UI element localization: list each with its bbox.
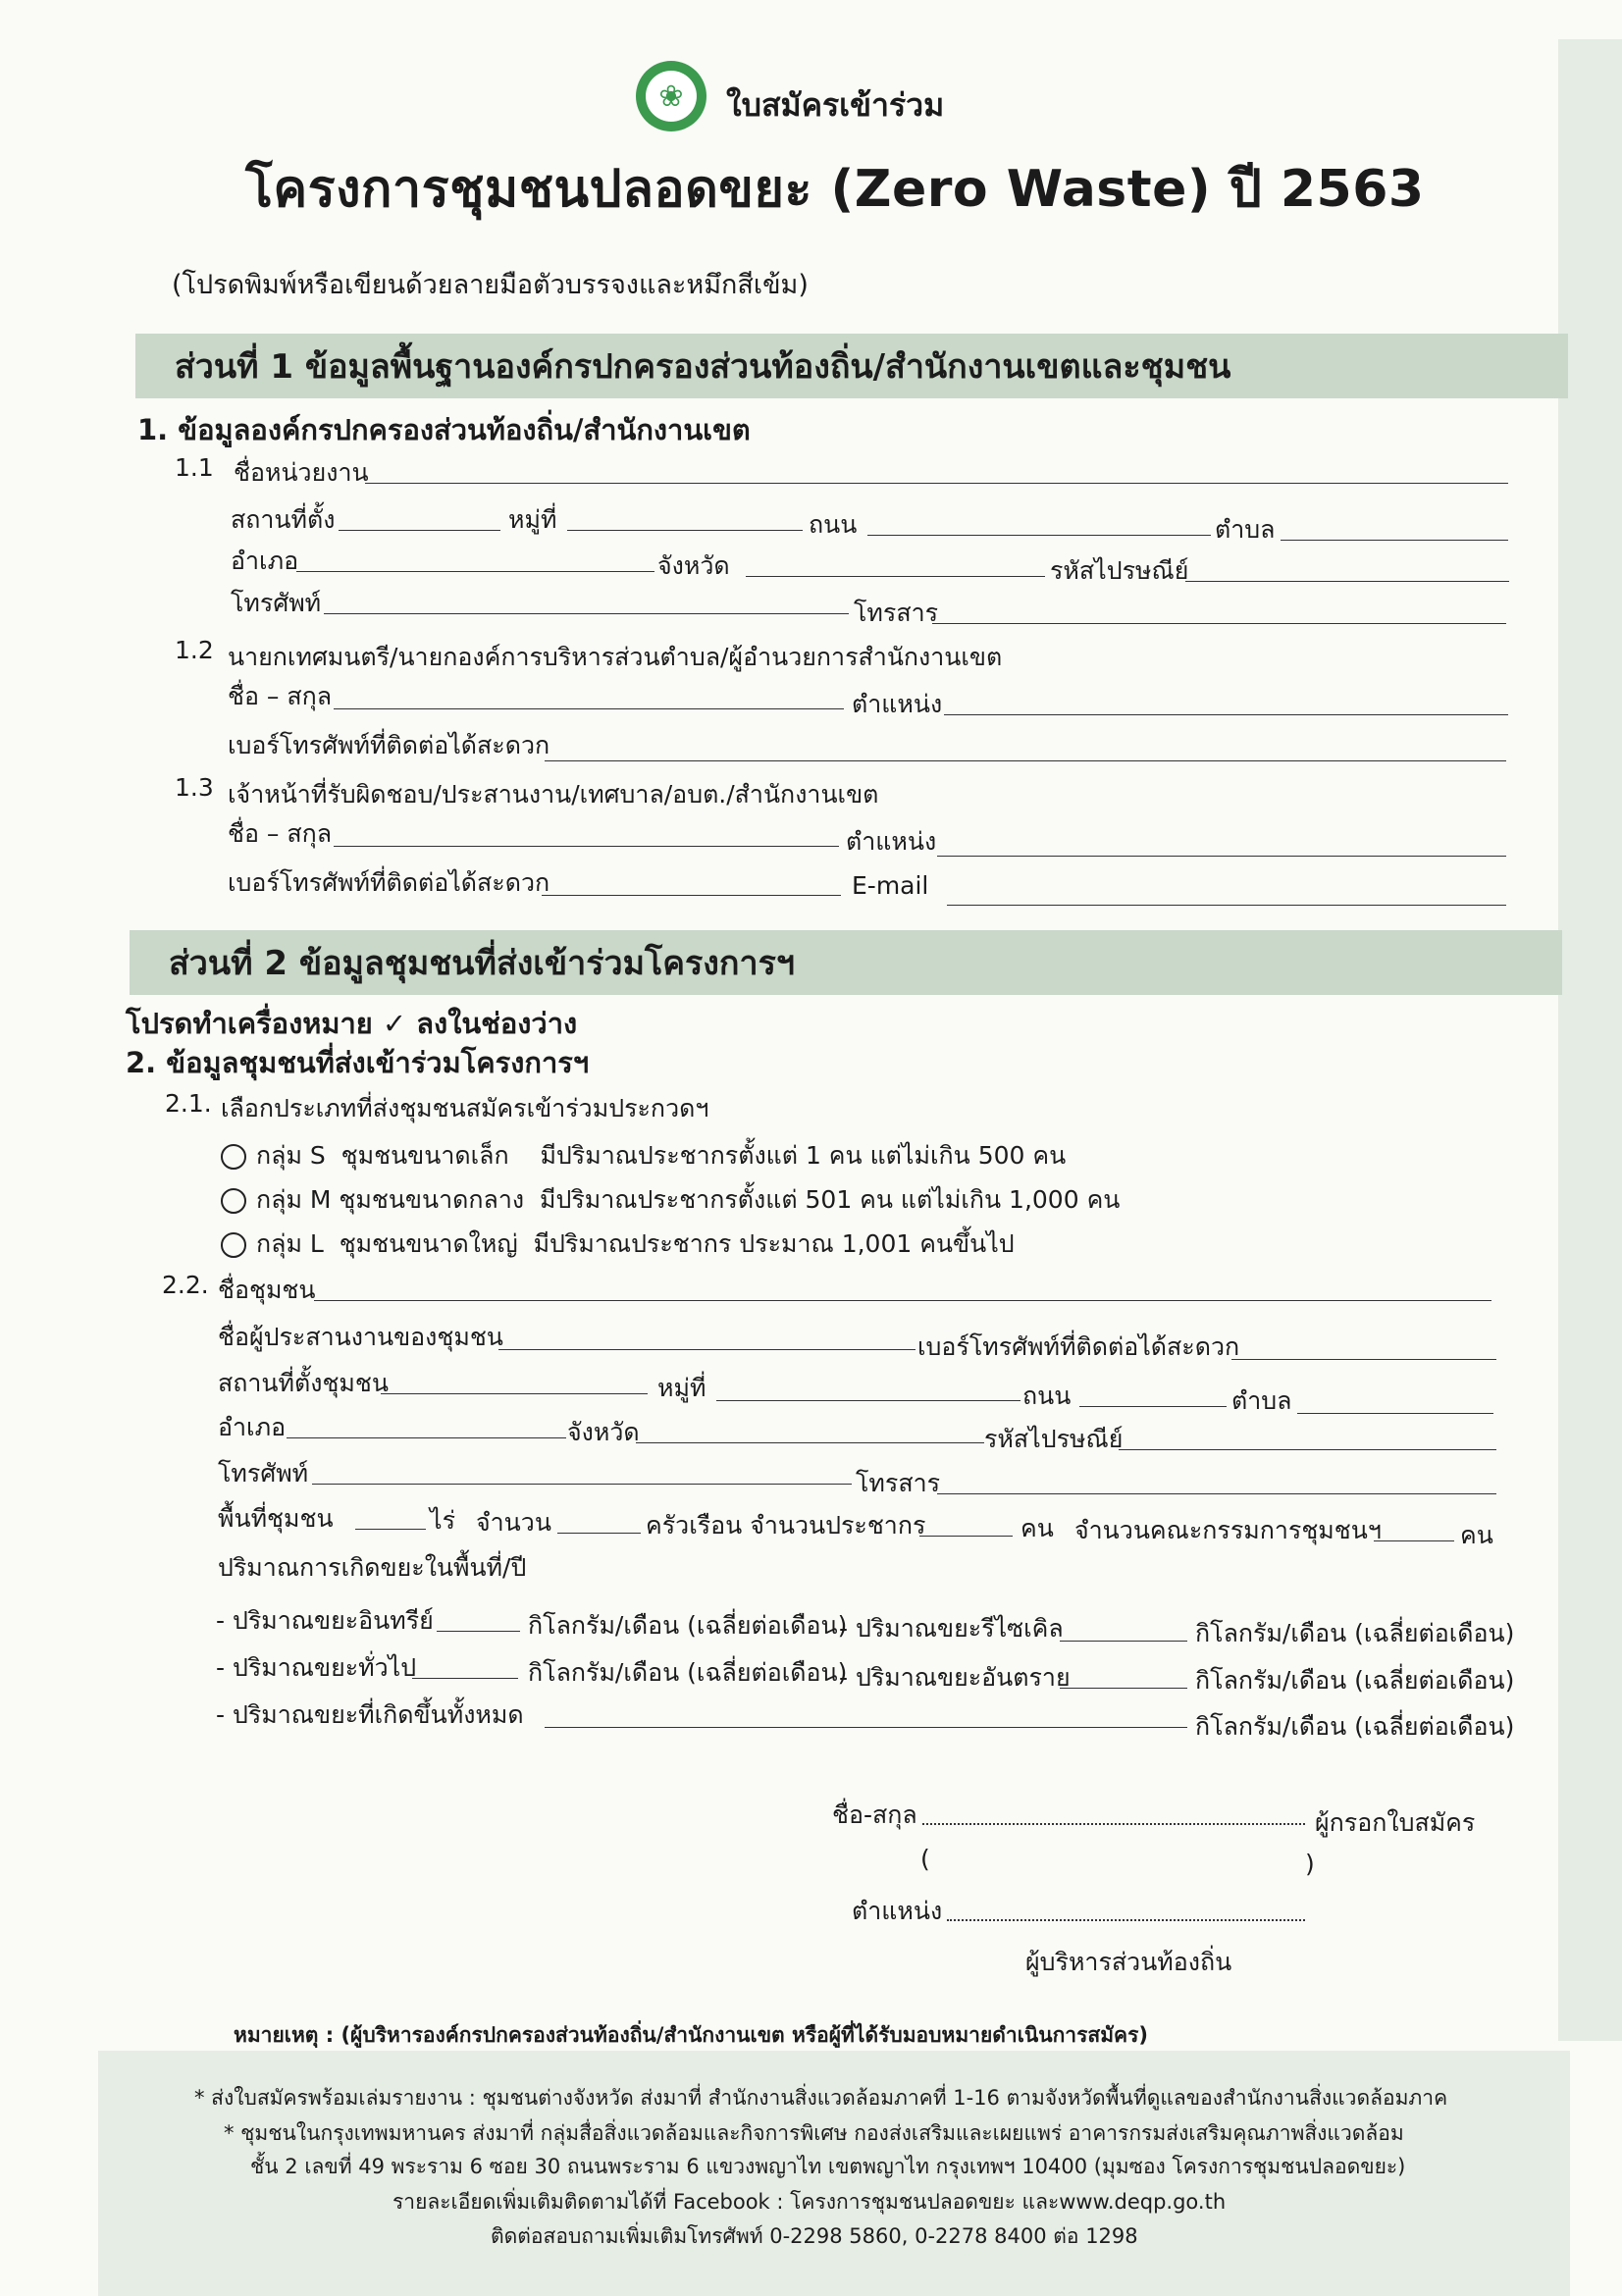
field-label: โทรสาร bbox=[856, 1469, 941, 1497]
signature-position-label: ตำแหน่ง bbox=[852, 1897, 943, 1925]
logo-icon: ❀ bbox=[636, 61, 706, 131]
field-label: พื้นที่ชุมชน bbox=[218, 1504, 334, 1533]
field-label: โทรสาร bbox=[854, 599, 939, 627]
field-label: เบอร์โทรศัพท์ที่ติดต่อได้สะดวก bbox=[917, 1332, 1240, 1361]
radio-icon[interactable] bbox=[221, 1232, 246, 1258]
field-label: อำเภอ bbox=[218, 1413, 287, 1441]
mayor-phone-field[interactable] bbox=[545, 760, 1506, 761]
field-label: คน bbox=[1020, 1514, 1054, 1542]
province-field[interactable] bbox=[746, 576, 1045, 577]
moo-field[interactable] bbox=[567, 530, 803, 531]
field-label: เบอร์โทรศัพท์ที่ติดต่อได้สะดวก bbox=[228, 868, 550, 897]
field-label: รหัสไปรษณีย์ bbox=[984, 1425, 1124, 1453]
option-desc: มีปริมาณประชากรตั้งแต่ 1 คน แต่ไม่เกิน 500 คน bbox=[540, 1141, 1067, 1170]
field-label: ตำแหน่ง bbox=[852, 690, 943, 718]
field-label: ชื่อหน่วยงาน bbox=[234, 458, 369, 487]
field-label: ไร่ bbox=[430, 1506, 456, 1535]
phone-field[interactable] bbox=[324, 613, 849, 614]
field-label: ถนน bbox=[809, 510, 858, 539]
area-field[interactable] bbox=[355, 1529, 426, 1530]
radio-icon[interactable] bbox=[221, 1188, 246, 1214]
hazardous-waste-field[interactable] bbox=[1060, 1688, 1187, 1689]
radio-icon[interactable] bbox=[221, 1144, 246, 1170]
mayor-position-field[interactable] bbox=[944, 714, 1508, 715]
field-label: จำนวนคณะกรรมการชุมชนฯ bbox=[1074, 1516, 1382, 1544]
population-field[interactable] bbox=[919, 1536, 1013, 1537]
field-label: หมู่ที่ bbox=[657, 1374, 706, 1402]
filler-label: ผู้กรอกใบสมัคร bbox=[1315, 1808, 1476, 1837]
item-number: 1.1 bbox=[175, 453, 214, 482]
group-option-l[interactable] bbox=[221, 1225, 1015, 1264]
option-desc: มีปริมาณประชากร ประมาณ 1,001 คนขึ้นไป bbox=[533, 1229, 1015, 1258]
field-label: จังหวัด bbox=[657, 551, 730, 580]
coordinator-name-field[interactable] bbox=[498, 1349, 916, 1350]
location-field[interactable] bbox=[339, 530, 500, 531]
field-label: E-mail bbox=[852, 871, 929, 900]
field-label: ชื่อ – สกุล bbox=[228, 682, 333, 710]
item-number: 2.2. bbox=[162, 1271, 209, 1299]
field-label: สถานที่ตั้ง bbox=[231, 505, 336, 534]
community-phone-field[interactable] bbox=[312, 1484, 852, 1485]
item-2-title: 2. ข้อมูลชุมชนที่ส่งเข้าร่วมโครงการฯ bbox=[126, 1046, 590, 1079]
unit-name-field[interactable] bbox=[365, 483, 1508, 484]
option-size: ชุมชนขนาดใหญ่ bbox=[339, 1229, 518, 1258]
field-label: ชื่อชุมชน bbox=[218, 1276, 316, 1304]
field-label: ถนน bbox=[1022, 1382, 1072, 1410]
general-waste-field[interactable] bbox=[412, 1678, 518, 1679]
footer-line: รายละเอียดเพิ่มเติมติดตามได้ที่ Facebook : โครงการชุมชนปลอดขยะ และwww.deqp.go.th bbox=[392, 2190, 1227, 2214]
option-size: ชุมชนขนาดเล็ก bbox=[340, 1141, 509, 1170]
field-label: - ปริมาณขยะรีไซเคิล bbox=[839, 1614, 1064, 1643]
field-label: - ปริมาณขยะที่เกิดขึ้นทั้งหมด bbox=[216, 1700, 524, 1729]
close-paren: ) bbox=[1305, 1850, 1315, 1878]
section-1-header: ส่วนที่ 1 ข้อมูลพื้นฐานองค์กรปกครองส่วนท้องถิ่น/สำนักงานเขตและชุมชน bbox=[135, 334, 1568, 398]
field-label: ตำแหน่ง bbox=[846, 827, 937, 856]
tambon-field[interactable] bbox=[1281, 540, 1508, 541]
road-field[interactable] bbox=[867, 535, 1211, 536]
total-waste-field[interactable] bbox=[545, 1727, 1187, 1728]
field-label: ชื่อ – สกุล bbox=[228, 819, 333, 848]
item-1-title: 1. ข้อมูลองค์กรปกครองส่วนท้องถิ่น/สำนักงานเขต bbox=[137, 413, 751, 446]
field-label: อำเภอ bbox=[231, 547, 299, 575]
field-label: ตำบล bbox=[1231, 1386, 1292, 1415]
field-label: ครัวเรือน จำนวนประชากร bbox=[646, 1511, 926, 1539]
footer-line: * ชุมชนในกรุงเทพมหานคร ส่งมาที่ กลุ่มสื่อสิ่งแวดล้อมและกิจการพิเศษ กองส่งเสริมและเผยแพร่ อาคารกรมส่งเสริมคุณภาพสิ่งแวดล้อม bbox=[224, 2121, 1404, 2145]
household-count-field[interactable] bbox=[557, 1533, 641, 1534]
unit-label: กิโลกรัม/เดือน (เฉลี่ยต่อเดือน) bbox=[528, 1658, 848, 1687]
field-label: - ปริมาณขยะอันตราย bbox=[839, 1663, 1071, 1692]
group-option-s[interactable] bbox=[221, 1136, 1066, 1175]
field-label: คน bbox=[1460, 1521, 1493, 1549]
field-label: ตำบล bbox=[1215, 515, 1276, 544]
unit-label: กิโลกรัม/เดือน (เฉลี่ยต่อเดือน) bbox=[528, 1611, 848, 1640]
unit-label: กิโลกรัม/เดือน (เฉลี่ยต่อเดือน) bbox=[1195, 1712, 1515, 1741]
postcode-field[interactable] bbox=[1185, 581, 1509, 582]
mark-instruction: โปรดทำเครื่องหมาย ✓ ลงในช่องว่าง bbox=[126, 1007, 578, 1040]
mayor-name-field[interactable] bbox=[334, 708, 844, 709]
field-label: โทรศัพท์ bbox=[218, 1459, 309, 1487]
community-tambon-field[interactable] bbox=[1297, 1413, 1493, 1414]
page-title: โครงการชุมชนปลอดขยะ (Zero Waste) ปี 2563 bbox=[245, 160, 1425, 219]
officer-name-field[interactable] bbox=[334, 846, 839, 847]
footer-line: ชั้น 2 เลขที่ 49 พระราม 6 ซอย 30 ถนนพระราม 6 แขวงพญาไท เขตพญาไท กรุงเทพฯ 10400 (มุมซอง โครงการชุมชนปลอดขยะ) bbox=[250, 2155, 1406, 2178]
item-number: 1.3 bbox=[175, 773, 214, 802]
mayor-title: นายกเทศมนตรี/นายกองค์การบริหารส่วนตำบล/ผู้อำนวยการสำนักงานเขต bbox=[228, 643, 1003, 671]
field-label: - ปริมาณขยะทั่วไป bbox=[216, 1653, 417, 1682]
community-fax-field[interactable] bbox=[937, 1493, 1496, 1494]
field-label: หมู่ที่ bbox=[508, 505, 557, 534]
waste-per-year-label: ปริมาณการเกิดขยะในพื้นที่/ปี bbox=[218, 1553, 527, 1582]
option-desc: มีปริมาณประชากรตั้งแต่ 501 คน แต่ไม่เกิน 1,000 คน bbox=[539, 1185, 1121, 1214]
community-location-field[interactable] bbox=[381, 1393, 648, 1394]
item-number: 2.1. bbox=[165, 1089, 212, 1118]
community-moo-field[interactable] bbox=[716, 1400, 1020, 1401]
field-label: โทรศัพท์ bbox=[231, 589, 322, 617]
field-label: จำนวน bbox=[476, 1508, 551, 1537]
item-number: 1.2 bbox=[175, 636, 214, 664]
unit-label: กิโลกรัม/เดือน (เฉลี่ยต่อเดือน) bbox=[1195, 1619, 1515, 1647]
field-label: ชื่อผู้ประสานงานของชุมชน bbox=[218, 1323, 503, 1351]
community-postcode-field[interactable] bbox=[1119, 1449, 1496, 1450]
form-subtitle: ใบสมัครเข้าร่วม bbox=[726, 86, 945, 124]
field-label: เบอร์โทรศัพท์ที่ติดต่อได้สะดวก bbox=[228, 731, 550, 759]
signature-name-label: ชื่อ-สกุล bbox=[832, 1800, 917, 1829]
officer-title: เจ้าหน้าที่รับผิดชอบ/ประสานงาน/เทศบาล/อบต./สำนักงานเขต bbox=[228, 780, 879, 809]
option-group: กลุ่ม S bbox=[256, 1141, 326, 1170]
field-label: - ปริมาณขยะอินทรีย์ bbox=[216, 1606, 434, 1635]
choose-type-label: เลือกประเภทที่ส่งชุมชนสมัครเข้าร่วมประกวดฯ bbox=[221, 1094, 709, 1122]
community-amphoe-field[interactable] bbox=[287, 1437, 566, 1438]
field-label: จังหวัด bbox=[567, 1418, 640, 1446]
signature-position-field[interactable] bbox=[947, 1919, 1305, 1921]
community-road-field[interactable] bbox=[1079, 1406, 1227, 1407]
officer-phone-field[interactable] bbox=[542, 895, 841, 896]
field-label: สถานที่ตั้งชุมชน bbox=[218, 1369, 389, 1397]
option-group: กลุ่ม L bbox=[256, 1229, 324, 1258]
officer-position-field[interactable] bbox=[937, 856, 1506, 857]
footer-line: * ส่งใบสมัครพร้อมเล่มรายงาน : ชุมชนต่างจังหวัด ส่งมาที่ สำนักงานสิ่งแวดล้อมภาคที่ 1-16 ตามจังหวัดพื้นที่ดูแลของสำนักงานสิ่งแวดล้อมภาค bbox=[194, 2086, 1448, 2110]
signature-name-field[interactable] bbox=[922, 1823, 1305, 1825]
officer-email-field[interactable] bbox=[947, 905, 1506, 906]
section-2-header: ส่วนที่ 2 ข้อมูลชุมชนที่ส่งเข้าร่วมโครงการฯ bbox=[130, 930, 1562, 995]
footer-line: ติดต่อสอบถามเพิ่มเติมโทรศัพท์ 0-2298 5860, 0-2278 8400 ต่อ 1298 bbox=[491, 2224, 1138, 2248]
unit-label: กิโลกรัม/เดือน (เฉลี่ยต่อเดือน) bbox=[1195, 1666, 1515, 1695]
form-instruction: (โปรดพิมพ์หรือเขียนด้วยลายมือตัวบรรจงและหมึกสีเข้ม) bbox=[172, 270, 809, 300]
option-group: กลุ่ม M bbox=[256, 1185, 332, 1214]
community-name-field[interactable] bbox=[314, 1300, 1491, 1301]
recycle-waste-field[interactable] bbox=[1060, 1641, 1187, 1642]
note-text: หมายเหตุ : (ผู้บริหารองค์กรปกครองส่วนท้องถิ่น/สำนักงานเขต หรือผู้ที่ได้รับมอบหมายดำเนินการสมัคร) bbox=[234, 2023, 1148, 2047]
field-label: รหัสไปรษณีย์ bbox=[1050, 556, 1189, 585]
fax-field[interactable] bbox=[932, 623, 1506, 624]
amphoe-field[interactable] bbox=[296, 571, 654, 572]
local-admin-label: ผู้บริหารส่วนท้องถิ่น bbox=[1025, 1948, 1232, 1976]
coordinator-phone-field[interactable] bbox=[1231, 1359, 1496, 1360]
community-province-field[interactable] bbox=[636, 1442, 984, 1443]
organic-waste-field[interactable] bbox=[437, 1631, 520, 1632]
group-option-m[interactable] bbox=[221, 1180, 1120, 1220]
option-size: ชุมชนขนาดกลาง bbox=[339, 1185, 525, 1214]
committee-field[interactable] bbox=[1374, 1540, 1454, 1541]
open-paren: ( bbox=[920, 1845, 930, 1873]
